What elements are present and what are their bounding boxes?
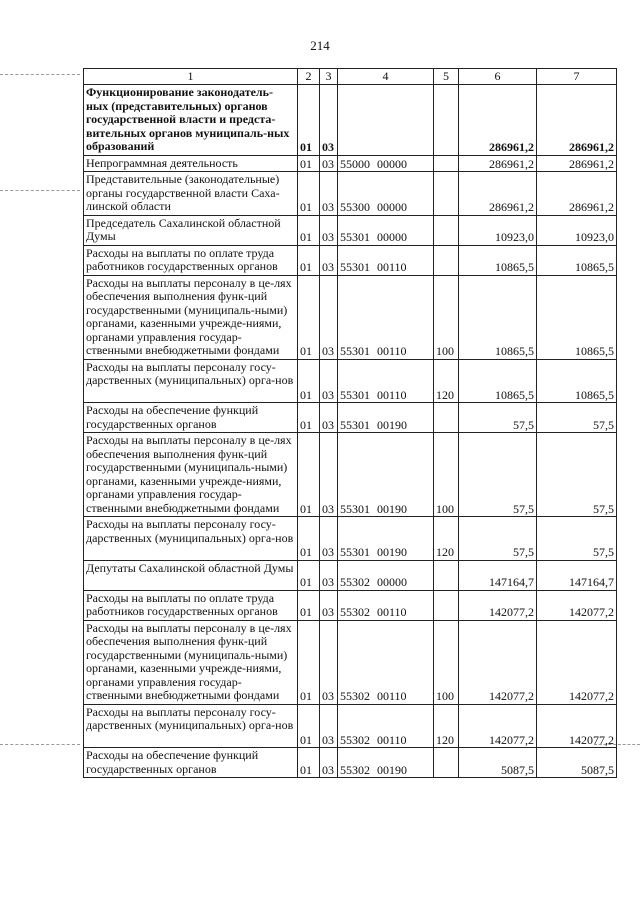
section-code-cell: 01 [298,215,320,245]
budget-table [83,68,617,778]
table-row [84,704,617,748]
subsection-code-cell: 03 [320,620,338,704]
column-header: 1 [84,69,298,85]
expense-type-cell [434,215,459,245]
row-name-cell: Функционирование законодатель-ных (представительных) органов государственной власти и предста-вительных органов муниципаль-ных образований [84,85,298,156]
table-row [84,560,617,590]
subsection-code-cell: 03 [320,433,338,517]
column-header: 6 [459,69,537,85]
section-code-cell: 01 [298,245,320,275]
amount-year2-cell: 57,5 [537,433,617,517]
section-code-cell: 01 [298,590,320,620]
section-code-cell: 01 [298,275,320,359]
amount-year2-cell: 142077,2 [537,704,617,748]
table-row [84,517,617,561]
amount-year1-cell: 10865,5 [459,275,537,359]
column-header: 2 [298,69,320,85]
amount-year1-cell: 57,5 [459,403,537,433]
scan-artifact-line [0,744,80,745]
row-name-cell: Расходы на выплаты персоналу в це-лях обеспечения выполнения функ-ций государственными (муниципаль-ными) органами, казенными учрежде-ниями, органами управления государ-ственными внебюджетными фондами [84,433,298,517]
amount-year2-cell: 10865,5 [537,245,617,275]
table-row [84,172,617,216]
expense-type-cell: 100 [434,620,459,704]
target-article-cell [338,85,434,156]
column-header: 3 [320,69,338,85]
subsection-code-cell: 03 [320,403,338,433]
target-article-cell: 55302 00110 [338,590,434,620]
amount-year1-cell: 142077,2 [459,590,537,620]
column-number-row [84,69,617,85]
page-number: 214 [310,38,330,53]
subsection-code-cell: 03 [320,245,338,275]
target-article-cell: 55302 00000 [338,560,434,590]
amount-year2-cell: 10923,0 [537,215,617,245]
amount-year2-cell: 286961,2 [537,172,617,216]
table-row [84,275,617,359]
expense-type-cell [434,85,459,156]
table-row [84,155,617,172]
amount-year2-cell: 142077,2 [537,590,617,620]
amount-year2-cell: 286961,2 [537,85,617,156]
subsection-code-cell: 03 [320,560,338,590]
table-row [84,433,617,517]
expense-type-cell [434,403,459,433]
row-name-cell: Депутаты Сахалинской областной Думы [84,560,298,590]
target-article-cell: 55000 00000 [338,155,434,172]
amount-year2-cell: 57,5 [537,517,617,561]
expense-type-cell [434,560,459,590]
scan-artifact-line [0,190,80,191]
section-code-cell: 01 [298,704,320,748]
row-name-cell: Расходы на выплаты по оплате труда работников государственных органов [84,245,298,275]
subsection-code-cell: 03 [320,704,338,748]
section-code-cell: 01 [298,85,320,156]
section-code-cell: 01 [298,359,320,403]
section-code-cell: 01 [298,620,320,704]
subsection-code-cell: 03 [320,590,338,620]
table-body [84,85,617,778]
row-name-cell: Расходы на выплаты персоналу в це-лях обеспечения выполнения функ-ций государственными (муниципаль-ными) органами, казенными учрежде-ниями, органами управления государ-ственными внебюджетными фондами [84,275,298,359]
subsection-code-cell: 03 [320,215,338,245]
column-header: 5 [434,69,459,85]
section-code-cell: 01 [298,403,320,433]
table-row [84,590,617,620]
row-name-cell: Расходы на обеспечение функций государственных органов [84,748,298,778]
section-code-cell: 01 [298,748,320,778]
row-name-cell: Представительные (законодательные) органы государственной власти Саха-линской области [84,172,298,216]
section-code-cell: 01 [298,155,320,172]
target-article-cell: 55301 00110 [338,275,434,359]
amount-year1-cell: 10865,5 [459,359,537,403]
target-article-cell: 55302 00110 [338,704,434,748]
amount-year2-cell: 10865,5 [537,275,617,359]
amount-year1-cell: 57,5 [459,517,537,561]
subsection-code-cell: 03 [320,748,338,778]
expense-type-cell: 120 [434,359,459,403]
row-name-cell: Расходы на выплаты персоналу госу-дарственных (муниципальных) орга-нов [84,517,298,561]
section-code-cell: 01 [298,433,320,517]
amount-year1-cell: 286961,2 [459,85,537,156]
table-row [84,359,617,403]
target-article-cell: 55301 00110 [338,359,434,403]
row-name-cell: Расходы на выплаты по оплате труда работников государственных органов [84,590,298,620]
row-name-cell: Расходы на выплаты персоналу госу-дарственных (муниципальных) орга-нов [84,359,298,403]
expense-type-cell [434,172,459,216]
section-code-cell: 01 [298,172,320,216]
expense-type-cell [434,245,459,275]
amount-year1-cell: 5087,5 [459,748,537,778]
row-name-cell: Расходы на выплаты персоналу госу-дарственных (муниципальных) орга-нов [84,704,298,748]
amount-year2-cell: 10865,5 [537,359,617,403]
section-code-cell: 01 [298,517,320,561]
subsection-code-cell: 03 [320,359,338,403]
amount-year2-cell: 142077,2 [537,620,617,704]
row-name-cell: Расходы на обеспечение функций государственных органов [84,403,298,433]
amount-year2-cell: 286961,2 [537,155,617,172]
amount-year1-cell: 142077,2 [459,704,537,748]
amount-year2-cell: 5087,5 [537,748,617,778]
section-code-cell: 01 [298,560,320,590]
subsection-code-cell: 03 [320,517,338,561]
amount-year2-cell: 147164,7 [537,560,617,590]
column-header: 7 [537,69,617,85]
expense-type-cell: 120 [434,704,459,748]
amount-year1-cell: 286961,2 [459,172,537,216]
amount-year1-cell: 286961,2 [459,155,537,172]
expense-type-cell: 120 [434,517,459,561]
target-article-cell: 55300 00000 [338,172,434,216]
expense-type-cell [434,748,459,778]
table-row [84,85,617,156]
expense-type-cell: 100 [434,433,459,517]
row-name-cell: Непрограммная деятельность [84,155,298,172]
table-row [84,215,617,245]
column-header: 4 [338,69,434,85]
subsection-code-cell: 03 [320,85,338,156]
target-article-cell: 55301 00110 [338,245,434,275]
amount-year1-cell: 10865,5 [459,245,537,275]
table-row [84,403,617,433]
target-article-cell: 55301 00190 [338,433,434,517]
amount-year1-cell: 142077,2 [459,620,537,704]
target-article-cell: 55302 00110 [338,620,434,704]
amount-year1-cell: 57,5 [459,433,537,517]
subsection-code-cell: 03 [320,172,338,216]
expense-type-cell: 100 [434,275,459,359]
amount-year1-cell: 147164,7 [459,560,537,590]
target-article-cell: 55301 00000 [338,215,434,245]
expense-type-cell [434,155,459,172]
target-article-cell: 55302 00190 [338,748,434,778]
table-row [84,245,617,275]
target-article-cell: 55301 00190 [338,517,434,561]
table-row [84,620,617,704]
subsection-code-cell: 03 [320,275,338,359]
subsection-code-cell: 03 [320,155,338,172]
amount-year1-cell: 10923,0 [459,215,537,245]
row-name-cell: Председатель Сахалинской областной Думы [84,215,298,245]
target-article-cell: 55301 00190 [338,403,434,433]
row-name-cell: Расходы на выплаты персоналу в це-лях обеспечения выполнения функ-ций государственными (муниципаль-ными) органами, казенными учрежде-ниями, органами управления государ-ственными внебюджетными фондами [84,620,298,704]
expense-type-cell [434,590,459,620]
table-row [84,748,617,778]
amount-year2-cell: 57,5 [537,403,617,433]
scan-artifact-line [0,74,80,75]
